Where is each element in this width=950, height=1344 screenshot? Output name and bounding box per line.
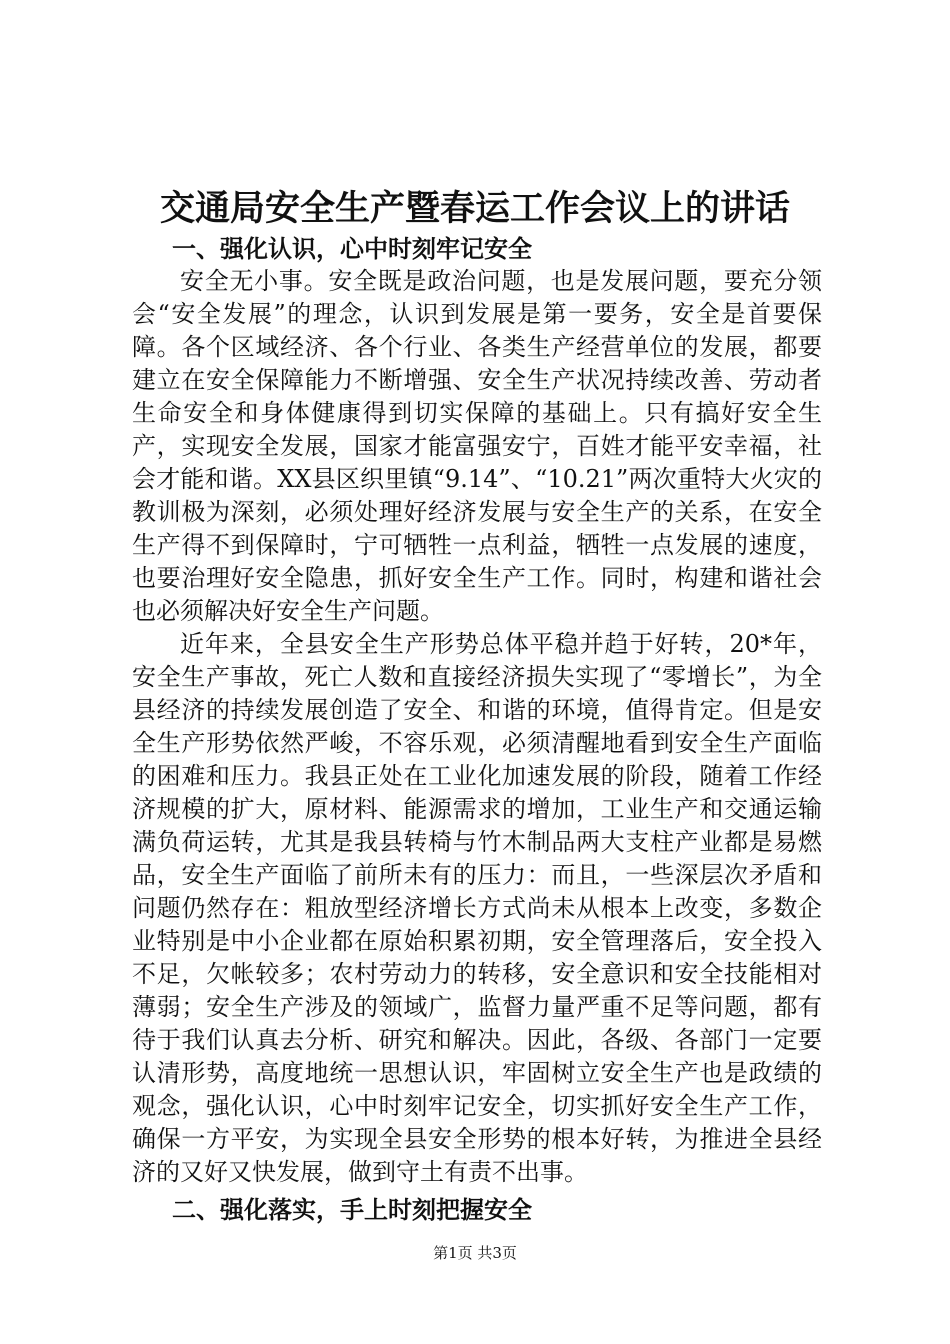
document-title: 交通局安全生产暨春运工作会议上的讲话 xyxy=(159,188,790,229)
page-number-footer: 第1页 共3页 xyxy=(433,1244,517,1262)
section-heading-2: 二、强化落实，手上时刻把握安全 xyxy=(172,1195,532,1224)
document-body xyxy=(132,232,822,1226)
paragraph-2: 近年来，全县安全生产形势总体平稳并趋于好转，20*年，安全生产事故，死亡人数和直接经济损失实现了“零增长”，为全县经济的持续发展创造了安全、和谐的环境，值得肯定。但是安全生产形势依然严峻，不容乐观，必须清醒地看到安全生产面临的困难和压力。我县正处在工业化加速发展的阶段，随着工作经济规模的扩大，原材料、能源需求的增加，工业生产和交通运输满负荷运转，尤其是我县转椅与竹木制品两大支柱产业都是易燃品，安全生产面临了前所未有的压力：而且，一些深层次矛盾和问题仍然存在：粗放型经济增长方式尚未从根本上改变，多数企业特别是中小企业都在原始积累初期，安全管理落后，安全投入不足，欠帐较多；农村劳动力的转移，安全意识和安全技能相对薄弱；安全生产涉及的领域广，监督力量严重不足等问题，都有待于我们认真去分析、研究和解决。因此，各级、各部门一定要认清形势，高度地统一思想认识，牢固树立安全生产也是政绩的观念，强化认识，心中时刻牢记安全，切实抓好安全生产工作，确保一方平安，为实现全县安全形势的根本好转，为推进全县经济的又好又快发展，做到守土有责不出事。 xyxy=(132,630,822,1186)
paragraph-1: 安全无小事。安全既是政治问题，也是发展问题，要充分领会“安全发展”的理念，认识到发展是第一要务，安全是首要保障。各个区域经济、各个行业、各类生产经营单位的发展，都要建立在安全保障能力不断增强、安全生产状况持续改善、劳动者生命安全和身体健康得到切实保障的基础上。只有搞好安全生产，实现安全发展，国家才能富强安宁，百姓才能平安幸福，社会才能和谐。XX县区织里镇“9.14”、“10.21”两次重特大火灾的教训极为深刻，必须处理好经济发展与安全生产的关系，在安全生产得不到保障时，宁可牺牲一点利益，牺牲一点发展的速度，也要治理好安全隐患，抓好安全生产工作。同时，构建和谐社会也必须解决好安全生产问题。 xyxy=(132,267,822,625)
section-heading-1: 一、强化认识，心中时刻牢记安全 xyxy=(172,234,532,263)
